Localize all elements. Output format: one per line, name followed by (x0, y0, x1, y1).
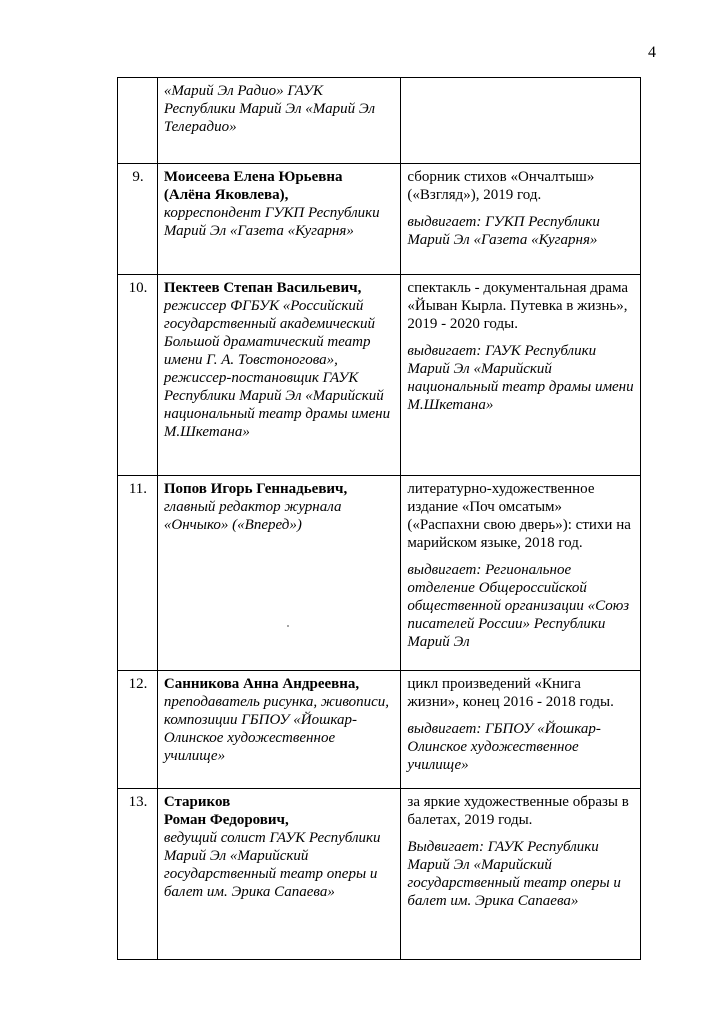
nominee-role: преподаватель рисунка, живописи, композиции ГБПОУ «Йошкар-Олинское художественное училище» (163, 694, 390, 764)
nominee-name-line: Попов Игорь Геннадьевич, (163, 481, 348, 497)
nominee-cell (157, 671, 401, 789)
scan-artifact (287, 625, 289, 627)
nominator: выдвигает: ГУКП Республики Марий Эл «Газета «Кугарня» (407, 214, 600, 248)
nominee-role: «Марий Эл Радио» ГАУК Республики Марий Эл «Марий Эл Телерадио» (163, 83, 376, 135)
row-number: 9. (118, 164, 158, 275)
nominee-name-line: Моисеева Елена Юрьевна (163, 169, 343, 185)
work-description: цикл произведений «Книга жизни», конец 2016 - 2018 годы. (407, 676, 614, 710)
nominee-name (164, 279, 396, 297)
nominee-name-line: Роман Федорович, (163, 812, 289, 828)
nominator: выдвигает: ГБПОУ «Йошкар-Олинское художественное училище» (407, 721, 601, 773)
nominee-role: корреспондент ГУКП Республики Марий Эл «Газета «Кугарня» (163, 205, 380, 239)
table-row (118, 476, 641, 671)
work-description: литературно-художественное издание «Поч омсатым» («Распахни свою дверь»): стихи на марийском языке, 2018 год. (407, 481, 631, 551)
table-row (118, 275, 641, 476)
table-row (118, 78, 641, 164)
nominee-cell (157, 275, 401, 476)
nominee-cell (157, 78, 401, 164)
nominee-role: режиссер ФГБУК «Российский государственный академический Большой драматический театр имени Г. А. Товстоногова», режиссер-постановщик ГАУК Республики Марий Эл «Марийский национальный театр драмы имени М.Шкетана» (163, 298, 391, 440)
table-row (118, 164, 641, 275)
row-number: 12. (118, 671, 158, 789)
nominee-cell (157, 476, 401, 671)
work-description: за яркие художественные образы в балетах, 2019 годы. (407, 794, 629, 828)
table-row (118, 671, 641, 789)
nominee-cell (157, 164, 401, 275)
work-cell (401, 275, 641, 476)
work-cell (401, 78, 641, 164)
work-description: спектакль - документальная драма «Йыван Кырла. Путевка в жизнь», 2019 - 2020 годы. (407, 280, 629, 332)
table-row (118, 789, 641, 960)
nominee-name-line: (Алёна Яковлева), (163, 187, 289, 203)
nominee-role: ведущий солист ГАУК Республики Марий Эл «Марийский государственный театр оперы и балет им. Эрика Сапаева» (163, 830, 381, 900)
nominee-name-line: Пектеев Степан Васильевич, (163, 280, 362, 296)
nominator: Выдвигает: ГАУК Республики Марий Эл «Марийский государственный театр оперы и балет им. Эрика Сапаева» (407, 839, 621, 909)
nominee-name-line: Санникова Анна Андреевна, (163, 676, 360, 692)
nominator: выдвигает: Региональное отделение Общероссийской общественной организации «Союз писателей России» Республики Марий Эл (407, 562, 630, 650)
row-number (118, 78, 158, 164)
work-cell (401, 671, 641, 789)
work-description: сборник стихов «Ончалтыш» («Взгляд»), 2019 год. (407, 169, 595, 203)
row-number: 13. (118, 789, 158, 960)
nominee-name (164, 168, 396, 204)
work-cell (401, 164, 641, 275)
nominee-role: главный редактор журнала «Ончыко» («Вперед») (163, 499, 342, 533)
page-number: 4 (648, 44, 656, 61)
row-number: 10. (118, 275, 158, 476)
work-cell (401, 789, 641, 960)
nominee-name (164, 480, 396, 498)
nominator: выдвигает: ГАУК Республики Марий Эл «Марийский национальный театр драмы имени М.Шкетана» (407, 343, 634, 413)
row-number: 11. (118, 476, 158, 671)
nominee-name-line: Стариков (163, 794, 231, 810)
nominee-name (164, 675, 396, 693)
nominee-name (164, 793, 396, 829)
nominee-cell (157, 789, 401, 960)
work-cell (401, 476, 641, 671)
nominees-table (117, 77, 641, 960)
